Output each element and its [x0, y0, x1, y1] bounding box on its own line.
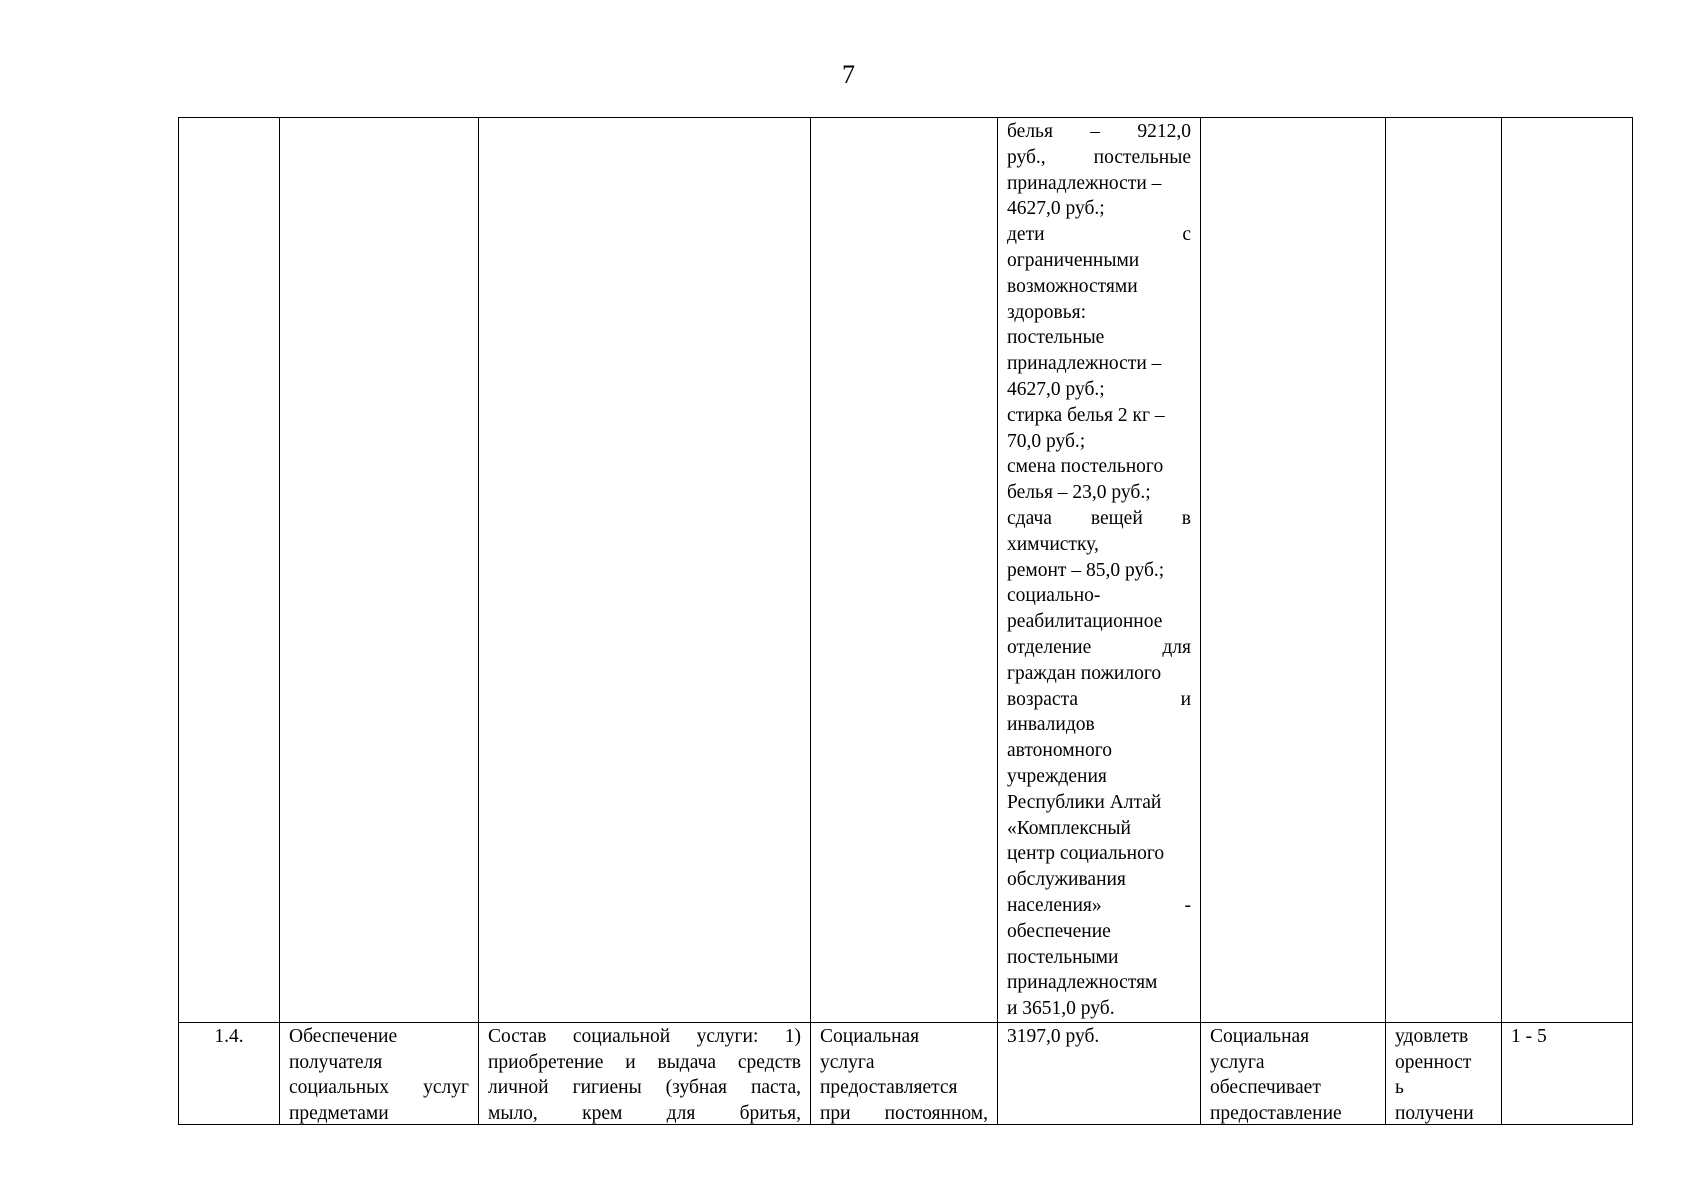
- text-line: ремонт – 85,0 руб.;: [1007, 559, 1165, 581]
- cell-service-term: [1502, 118, 1633, 1023]
- text-line: обслуживания: [1007, 869, 1126, 891]
- service-name: [289, 1024, 469, 1124]
- text-line: Состав социальной услуги: 1): [488, 1025, 801, 1047]
- text-line: здоровья:: [1007, 301, 1087, 323]
- text-line: ь: [1395, 1077, 1404, 1099]
- cell-service-conditions: [811, 118, 998, 1023]
- cell-service-tariff: [998, 1022, 1201, 1124]
- table-row-1-4: [179, 1022, 1633, 1124]
- text-line: химчистку,: [1007, 533, 1099, 555]
- cell-service-volume: [1201, 118, 1386, 1023]
- text-line: возраста и: [1007, 688, 1191, 710]
- text-line: принадлежности –: [1007, 172, 1162, 194]
- quality-indicators: [1395, 1024, 1492, 1124]
- text-line: 4627,0 руб.;: [1007, 198, 1105, 220]
- text-line: предоставление: [1210, 1103, 1342, 1124]
- text-line: принадлежности –: [1007, 353, 1162, 375]
- text-line: реабилитационное: [1007, 611, 1163, 633]
- cell-number: [179, 118, 280, 1023]
- table-row-continued: [179, 118, 1633, 1023]
- cell-service-term: [1502, 1022, 1633, 1124]
- text-line: Республики Алтай: [1007, 791, 1162, 813]
- text-line: предметами: [289, 1103, 389, 1124]
- text-line: сдача вещей в: [1007, 507, 1191, 529]
- service-term: 1 - 5: [1511, 1025, 1547, 1047]
- text-line: мыло, крем для бритья,: [488, 1103, 801, 1124]
- text-line: «Комплексный: [1007, 817, 1131, 839]
- text-line: белья – 9212,0: [1007, 121, 1191, 142]
- text-line: граждан пожилого: [1007, 662, 1162, 684]
- cell-number: [179, 1022, 280, 1124]
- text-line: услуга: [820, 1051, 875, 1073]
- text-line: получателя: [289, 1051, 383, 1073]
- text-line: отделение для: [1007, 636, 1191, 658]
- text-line: при постоянном,: [820, 1103, 988, 1124]
- cell-quality-indicators: [1386, 1022, 1502, 1124]
- text-line: стирка белья 2 кг –: [1007, 404, 1165, 426]
- text-line: учреждения: [1007, 765, 1107, 787]
- text-line: Социальная: [820, 1025, 920, 1047]
- text-line: Социальная: [1210, 1025, 1310, 1047]
- text-line: центр социального: [1007, 843, 1165, 865]
- text-line: принадлежностям: [1007, 972, 1158, 994]
- tariff-details: [1007, 119, 1191, 1022]
- cell-service-composition: [479, 1022, 811, 1124]
- text-line: социальных услуг: [289, 1077, 469, 1099]
- text-line: получени: [1395, 1103, 1474, 1124]
- text-line: 70,0 руб.;: [1007, 430, 1086, 452]
- cell-quality-indicators: [1386, 118, 1502, 1023]
- page-number: 7: [842, 60, 855, 89]
- row-number: 1.4.: [214, 1025, 244, 1047]
- text-line: оренност: [1395, 1051, 1472, 1073]
- text-line: инвалидов: [1007, 714, 1095, 736]
- service-tariff: 3197,0 руб.: [1007, 1025, 1100, 1047]
- text-line: смена постельного: [1007, 456, 1164, 478]
- cell-service-tariff: [998, 118, 1201, 1023]
- text-line: ограниченными: [1007, 249, 1140, 271]
- cell-service-name: [280, 1022, 479, 1124]
- cell-service-name: [280, 118, 479, 1023]
- cell-service-volume: [1201, 1022, 1386, 1124]
- text-line: обеспечение: [1007, 920, 1111, 942]
- cell-service-composition: [479, 118, 811, 1023]
- text-line: предоставляется: [820, 1077, 958, 1099]
- text-line: социально-: [1007, 585, 1101, 607]
- text-line: 4627,0 руб.;: [1007, 378, 1105, 400]
- text-line: обеспечивает: [1210, 1077, 1321, 1099]
- text-line: приобретение и выдача средств: [488, 1051, 801, 1073]
- service-composition: [488, 1024, 801, 1124]
- text-line: постельные: [1007, 327, 1105, 349]
- text-line: дети с: [1007, 224, 1191, 246]
- text-line: населения» -: [1007, 894, 1191, 916]
- text-line: Обеспечение: [289, 1025, 398, 1047]
- text-line: услуга: [1210, 1051, 1265, 1073]
- text-line: личной гигиены (зубная паста,: [488, 1077, 801, 1099]
- text-line: руб., постельные: [1007, 146, 1191, 168]
- text-line: автономного: [1007, 740, 1112, 762]
- service-volume: [1210, 1024, 1376, 1124]
- text-line: постельными: [1007, 946, 1119, 968]
- cell-service-conditions: [811, 1022, 998, 1124]
- services-table: [178, 117, 1633, 1125]
- text-line: белья – 23,0 руб.;: [1007, 482, 1151, 504]
- text-line: и 3651,0 руб.: [1007, 998, 1115, 1020]
- text-line: удовлетв: [1395, 1025, 1469, 1047]
- text-line: возможностями: [1007, 275, 1138, 297]
- service-conditions: [820, 1024, 988, 1124]
